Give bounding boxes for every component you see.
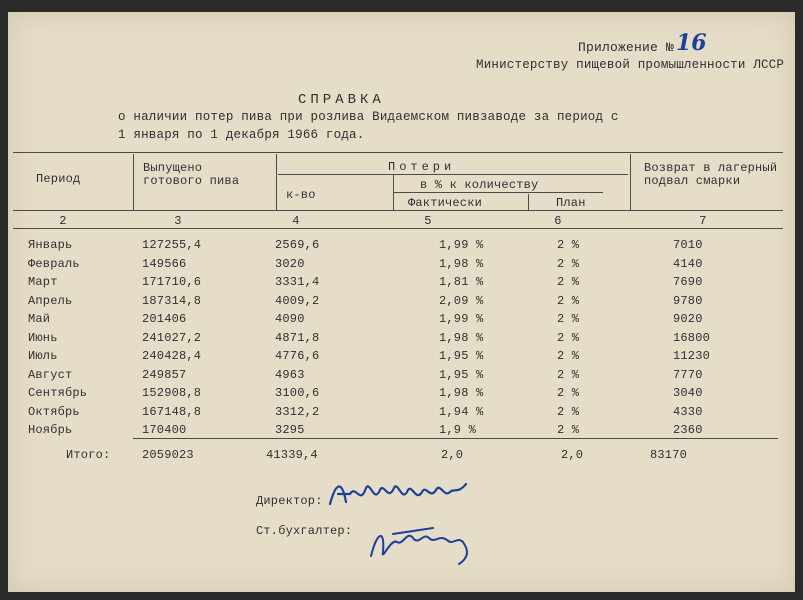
title-line-2: 1 января по 1 декабря 1966 года. <box>118 128 365 142</box>
cell-actual: 2,09 % <box>439 293 484 308</box>
col-rule-3 <box>393 174 394 210</box>
cell-actual: 1,81 % <box>439 275 484 289</box>
cell-actual: 1,94 % <box>439 404 484 419</box>
col-rule-1 <box>133 154 134 210</box>
cell-month: Апрель <box>28 293 73 308</box>
cell-month: Ноябрь <box>28 423 73 437</box>
col-rule-2 <box>276 154 277 210</box>
cell-produced: 241027,2 <box>142 330 202 345</box>
cell-month: Сентябрь <box>28 386 88 400</box>
cell-returned: 3040 <box>673 386 703 400</box>
cell-plan: 2 % <box>557 330 580 345</box>
cell-returned: 4140 <box>673 256 703 271</box>
cell-produced: 127255,4 <box>142 238 202 252</box>
cell-produced: 152908,8 <box>142 386 202 400</box>
cell-month: Июнь <box>28 330 58 345</box>
cell-returned: 16800 <box>673 330 711 345</box>
header-returned: Возврат в лагерный подвал смарки <box>644 161 778 188</box>
table-header-rule <box>13 210 783 211</box>
cell-month: Май <box>28 312 51 326</box>
cell-plan: 2 % <box>557 423 580 437</box>
cell-plan: 2 % <box>557 349 580 363</box>
header-produced: Выпущено готового пива <box>143 161 240 188</box>
cell-qty: 3020 <box>275 256 305 271</box>
cell-plan: 2 % <box>557 275 580 289</box>
col-rule-5 <box>630 154 631 210</box>
table-number-rule <box>13 228 783 229</box>
total-qty: 41339,4 <box>266 448 318 462</box>
cell-actual: 1,95 % <box>439 367 484 382</box>
cell-produced: 187314,8 <box>142 293 202 308</box>
cell-plan: 2 % <box>557 238 580 252</box>
cell-actual: 1,95 % <box>439 349 484 363</box>
ministry-line: Министерству пищевой промышленности ЛССР <box>476 58 785 72</box>
cell-actual: 1,9 % <box>439 423 477 437</box>
table-total-rule <box>133 438 778 439</box>
cell-returned: 2360 <box>673 423 703 437</box>
cell-qty: 4963 <box>275 367 305 382</box>
pct-rule <box>393 192 603 193</box>
cell-month: Январь <box>28 238 73 252</box>
cell-plan: 2 % <box>557 386 580 400</box>
cell-month: Июль <box>28 349 58 363</box>
header-losses: Потери <box>388 160 456 174</box>
cell-actual: 1,98 % <box>439 386 484 400</box>
cell-qty: 4090 <box>275 312 305 326</box>
cell-produced: 149566 <box>142 256 187 271</box>
cell-month: Август <box>28 367 73 382</box>
header-plan: План <box>556 196 586 210</box>
cell-qty: 3312,2 <box>275 404 320 419</box>
accountant-label: Ст.бухгалтер: <box>256 524 353 538</box>
cell-produced: 171710,6 <box>142 275 202 289</box>
cell-produced: 249857 <box>142 367 187 382</box>
total-returned: 83170 <box>650 448 688 462</box>
cell-returned: 7770 <box>673 367 703 382</box>
document-page <box>8 12 795 592</box>
cell-returned: 11230 <box>673 349 711 363</box>
appendix-number: 16 <box>676 30 707 56</box>
document-title: СПРАВКА <box>298 92 385 108</box>
cell-actual: 1,98 % <box>439 330 484 345</box>
cell-qty: 3100,6 <box>275 386 320 400</box>
cell-returned: 4330 <box>673 404 703 419</box>
cell-qty: 4871,8 <box>275 330 320 345</box>
col-number: 4 <box>292 214 300 228</box>
col-rule-4 <box>528 194 529 210</box>
table-top-rule <box>13 152 783 153</box>
cell-plan: 2 % <box>557 367 580 382</box>
col-number: 7 <box>699 214 707 228</box>
cell-plan: 2 % <box>557 256 580 271</box>
title-line-1: о наличии потер пива при розлива Видаемском пивзаводе за период с <box>118 110 619 124</box>
cell-plan: 2 % <box>557 312 580 326</box>
total-plan: 2,0 <box>561 448 584 462</box>
header-pct: в % к количеству <box>420 178 539 192</box>
header-qty: к-во <box>286 188 316 202</box>
cell-produced: 170400 <box>142 423 187 437</box>
losses-rule <box>278 174 628 175</box>
header-period: Период <box>36 172 81 186</box>
cell-actual: 1,99 % <box>439 312 484 326</box>
appendix-label: Приложение № <box>578 40 675 55</box>
cell-actual: 1,99 % <box>439 238 484 252</box>
cell-month: Март <box>28 275 58 289</box>
cell-returned: 9020 <box>673 312 703 326</box>
total-label: Итого: <box>66 448 111 462</box>
cell-qty: 2569,6 <box>275 238 320 252</box>
col-number: 5 <box>424 214 432 228</box>
cell-produced: 167148,8 <box>142 404 202 419</box>
director-label: Директор: <box>256 494 323 508</box>
header-actual: Фактически <box>408 196 483 210</box>
cell-produced: 201406 <box>142 312 187 326</box>
cell-month: Февраль <box>28 256 80 271</box>
col-number: 3 <box>174 214 182 228</box>
cell-month: Октябрь <box>28 404 80 419</box>
cell-returned: 9780 <box>673 293 703 308</box>
cell-qty: 3295 <box>275 423 305 437</box>
total-produced: 2059023 <box>142 448 194 462</box>
col-number: 6 <box>554 214 562 228</box>
director-signature <box>326 474 476 514</box>
accountant-signature <box>363 512 493 572</box>
cell-returned: 7010 <box>673 238 703 252</box>
cell-actual: 1,98 % <box>439 256 484 271</box>
cell-plan: 2 % <box>557 293 580 308</box>
cell-plan: 2 % <box>557 404 580 419</box>
cell-returned: 7690 <box>673 275 703 289</box>
cell-qty: 3331,4 <box>275 275 320 289</box>
cell-qty: 4776,6 <box>275 349 320 363</box>
cell-qty: 4009,2 <box>275 293 320 308</box>
total-actual: 2,0 <box>441 448 464 462</box>
cell-produced: 240428,4 <box>142 349 202 363</box>
col-number: 2 <box>59 214 67 228</box>
